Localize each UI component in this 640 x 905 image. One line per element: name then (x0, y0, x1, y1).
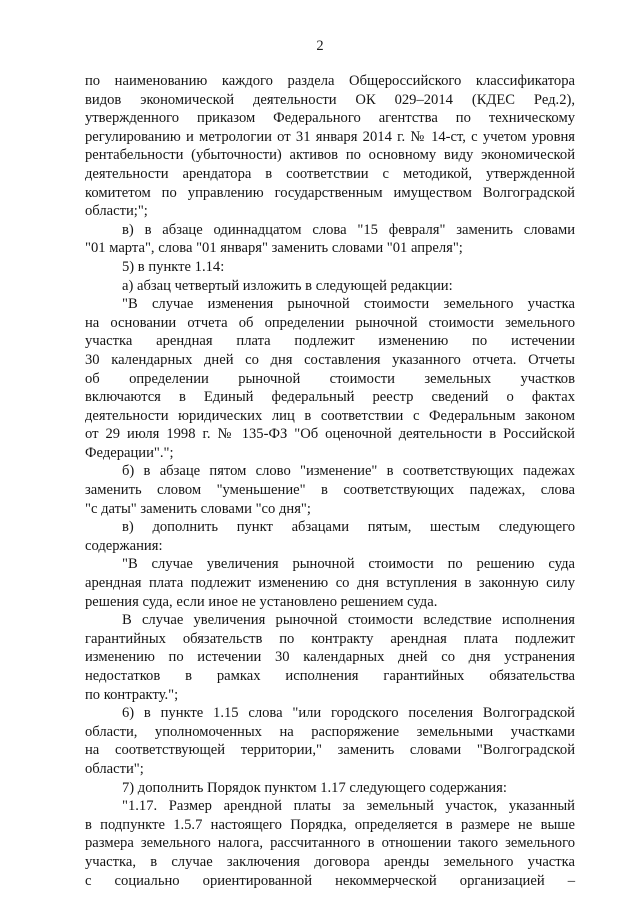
text-line: области"; (85, 760, 144, 777)
text-line: регулированию и метрологии от 31 января 2014 г. № 14-ст, с учетом уровня (85, 128, 575, 145)
text-line: недостатков в рамках исполнения гарантийных обязательства (85, 668, 575, 684)
text-line: от 29 июля 1998 г. № 135-ФЗ "Об оценочной деятельности в Российской (85, 426, 575, 443)
text-line: а) абзац четвертый изложить в следующей редакции: (122, 277, 453, 294)
text-line: 30 календарных дней со дня составления указанного отчета. Отчеты (85, 351, 575, 368)
text-line: б) в абзаце пятом слово "изменение" в соответствующих падежах (122, 463, 575, 480)
text-line: "с даты" заменить словами "со дня"; (85, 500, 311, 517)
text-line: комитетом по управлению государственным имуществом Волгоградской (85, 184, 575, 201)
text-line: решения суда, если иное не установлено решением суда. (85, 593, 438, 610)
page-number: 2 (316, 38, 324, 54)
text-line: на соответствующей территории," заменить словами "Волгоградской (85, 742, 575, 759)
text-line: области, уполномоченных на распоряжение земельными участками (85, 723, 575, 740)
text-line: утвержденного приказом Федерального агентства по техническому (85, 110, 575, 127)
text-line: "01 марта", слова "01 января" заменить словами "01 апреля"; (85, 240, 463, 257)
text-line: Федерации"."; (85, 444, 174, 461)
text-line: 7) дополнить Порядок пунктом 1.17 следующего содержания: (122, 779, 507, 796)
text-line: включаются в Единый федеральный реестр сведений о фактах (85, 389, 575, 406)
text-line: видов экономической деятельности ОК 029–2014 (КДЕС Ред.2), (85, 91, 575, 108)
text-line: "В случае изменения рыночной стоимости земельного участка (122, 296, 575, 313)
text-line: деятельности юридических лиц в соответствии с Федеральным законом (85, 407, 575, 424)
text-line: в подпункте 1.5.7 настоящего Порядка, определяется в размере не выше (85, 816, 575, 833)
text-line: в) в абзаце одиннадцатом слова "15 февраля" заменить словами (122, 221, 575, 238)
text-line: в) дополнить пункт абзацами пятым, шестым следующего (122, 519, 575, 536)
text-line: с социально ориентированной некоммерческой организацией – (85, 872, 575, 889)
text-line: В случае увеличения рыночной стоимости вследствие исполнения (122, 612, 575, 629)
text-line: рентабельности (убыточности) активов по основному виду экономической (85, 147, 575, 164)
text-line: арендная плата подлежит изменению со дня вступления в законную силу (85, 575, 575, 592)
text-line: по наименованию каждого раздела Общероссийского классификатора (85, 73, 575, 89)
text-line: 5) в пункте 1.14: (122, 258, 225, 275)
document-body (85, 72, 575, 890)
text-line: изменению по истечении 30 календарных дней со дня устранения (85, 649, 575, 666)
text-line: размера земельного налога, рассчитанного в отношении такого земельного (85, 835, 575, 852)
text-line: заменить словом "уменьшение" в соответствующих падежах, слова (85, 482, 575, 499)
text-line: содержания: (85, 537, 163, 554)
text-line: по контракту."; (85, 686, 179, 703)
text-line: на основании отчета об определении рыночной стоимости земельного (85, 314, 575, 331)
text-line: "В случае увеличения рыночной стоимости по решению суда (122, 556, 575, 573)
text-line: гарантийных обязательств по контракту арендная плата подлежит (85, 630, 575, 647)
text-line: об определении рыночной стоимости земельных участков (85, 370, 575, 387)
text-line: 6) в пункте 1.15 слова "или городского поселения Волгоградской (122, 705, 575, 722)
text-line: участка арендная плата подлежит изменению по истечении (85, 333, 575, 350)
text-line: области;"; (85, 203, 148, 220)
text-line: "1.17. Размер арендной платы за земельный участок, указанный (122, 798, 575, 815)
text-line: участка, в случае заключения договора аренды земельного участка (85, 853, 575, 870)
text-line: деятельности арендатора в соответствии с методикой, утвержденной (85, 165, 575, 182)
